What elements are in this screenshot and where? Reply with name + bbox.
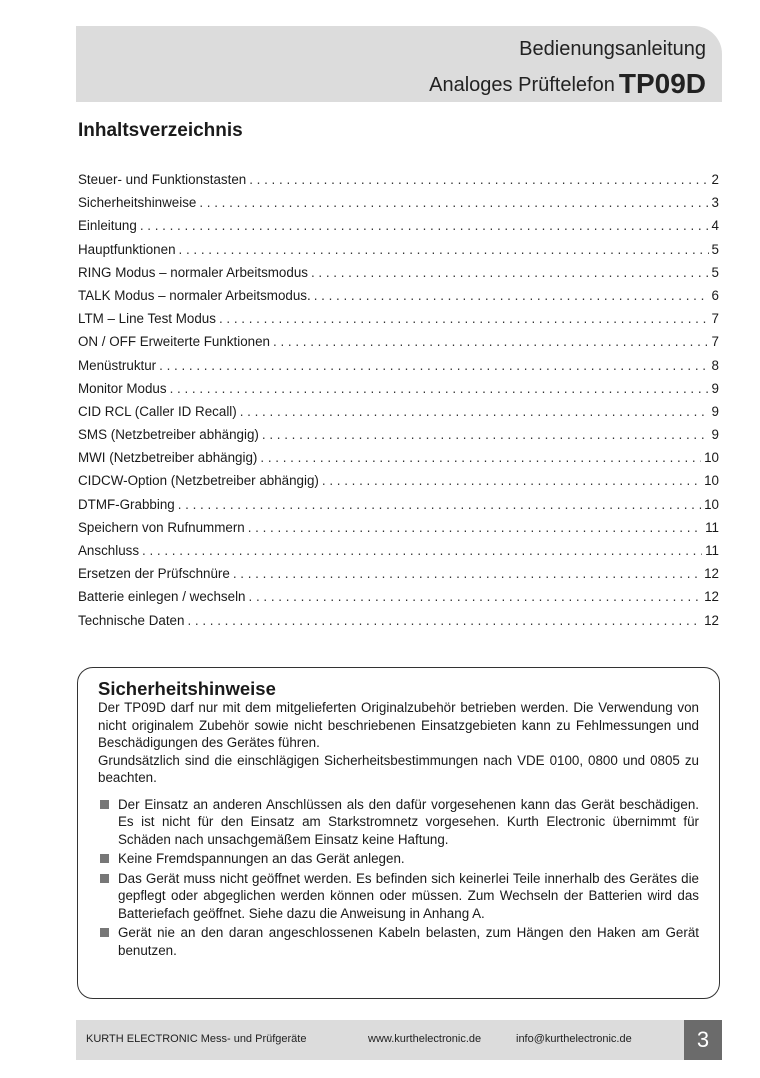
toc-entry-title: Technische Daten — [78, 612, 185, 628]
toc-entry[interactable] — [78, 195, 719, 218]
safety-title: Sicherheitshinweise — [98, 678, 276, 699]
toc-entry-page: 12 — [704, 589, 719, 605]
toc-entry[interactable] — [78, 381, 719, 404]
toc-entry[interactable] — [78, 613, 719, 636]
toc-entry-page: 7 — [711, 311, 719, 327]
toc-entry-page: 2 — [711, 172, 719, 187]
toc-leader — [273, 334, 709, 349]
toc-entry-title: Speichern von Rufnummern — [78, 519, 245, 535]
toc-entry-title: Ersetzen der Prüfschnüre — [78, 566, 230, 582]
header-title: Bedienungsanleitung — [519, 38, 706, 60]
toc-entry-title: CID RCL (Caller ID Recall) — [78, 403, 237, 419]
toc-entry[interactable] — [78, 334, 719, 357]
safety-bullet-item — [98, 924, 699, 959]
toc-entry-title: Monitor Modus — [78, 380, 167, 396]
toc-entry-page: 11 — [705, 519, 719, 535]
toc-entry[interactable] — [78, 520, 719, 543]
toc-entry[interactable] — [78, 288, 719, 311]
header-model: TP09D — [618, 68, 706, 99]
safety-bullet-text: Der Einsatz an anderen Anschlüssen als den dafür vorgesehenen kann das Gerät beschädigen. Es ist nicht für den Einsatz am Starkstromnetz vorgesehen. Kurth Electronic übernimmt für Schäden nach unsachgemäßem Einsatz keine Haftung. — [118, 796, 699, 847]
toc-leader — [187, 613, 701, 628]
footer-website-link[interactable]: www.kurthelectronic.de — [368, 1033, 482, 1045]
toc-entry[interactable] — [78, 172, 719, 195]
toc-entry-page: 8 — [711, 357, 719, 373]
toc-entry[interactable] — [78, 473, 719, 496]
toc-entry[interactable] — [78, 242, 719, 265]
toc-entry[interactable] — [78, 497, 719, 520]
toc-entry-page: 5 — [711, 264, 719, 280]
toc-entry-title: Batterie einlegen / wechseln — [78, 589, 246, 605]
toc-entry-title: Einleitung — [78, 218, 137, 234]
toc-leader — [179, 242, 709, 257]
toc-entry[interactable] — [78, 589, 719, 612]
toc-entry-page: 6 — [711, 287, 719, 303]
safety-notice-box — [77, 667, 720, 999]
toc-entry-title: LTM – Line Test Modus — [78, 311, 216, 327]
square-bullet-icon — [100, 928, 109, 937]
toc-leader — [311, 265, 709, 280]
toc-leader — [314, 288, 709, 303]
toc-entry-title: MWI (Netzbetreiber abhängig) — [78, 450, 258, 466]
toc-entry-page: 5 — [711, 241, 719, 257]
toc-leader — [249, 589, 702, 604]
safety-intro-paragraph: Der TP09D darf nur mit dem mitgelieferten Originalzubehör betrieben werden. Die Verwendung von nicht originalem Zubehör sowie nicht beschriebenen Einsatzgebieten kann zu Fehlmessungen und Beschädigungen des Gerätes führen. — [98, 700, 699, 750]
toc-entry-page: 12 — [704, 612, 719, 628]
safety-bullet-text: Keine Fremdspannungen an das Gerät anlegen. — [118, 851, 405, 866]
toc-entry-page: 10 — [704, 496, 719, 512]
table-of-contents — [78, 172, 719, 636]
toc-entry[interactable] — [78, 358, 719, 381]
toc-entry-title: Hauptfunktionen — [78, 241, 176, 257]
footer-email-link[interactable]: info@kurthelectronic.de — [516, 1033, 632, 1045]
safety-bullet-item — [98, 870, 699, 923]
toc-entry-page: 12 — [704, 566, 719, 582]
safety-bullet-text: Gerät nie an den daran angeschlossenen Kabeln belasten, zum Hängen den Haken am Gerät benutzen. — [118, 925, 699, 958]
toc-entry-page: 4 — [711, 218, 719, 234]
toc-entry[interactable] — [78, 427, 719, 450]
page-number: 3 — [684, 1020, 722, 1060]
footer-company: KURTH ELECTRONIC Mess- und Prüfgeräte — [86, 1033, 307, 1045]
toc-leader — [170, 381, 709, 396]
safety-vde-paragraph: Grundsätzlich sind die einschlägigen Sicherheitsbestimmungen nach VDE 0100, 0800 und 0805 zu beachten. — [98, 752, 699, 785]
toc-leader — [159, 358, 708, 373]
toc-entry-title: SMS (Netzbetreiber abhängig) — [78, 427, 259, 443]
toc-leader — [219, 311, 709, 326]
header-subtitle — [429, 66, 706, 98]
toc-leader — [260, 450, 701, 465]
toc-entry[interactable] — [78, 265, 719, 288]
toc-entry[interactable] — [78, 218, 719, 241]
toc-entry-page: 3 — [711, 195, 719, 211]
toc-entry-title: Steuer- und Funktionstasten — [78, 172, 247, 187]
toc-entry-title: RING Modus – normaler Arbeitsmodus — [78, 264, 308, 280]
toc-entry-page: 7 — [711, 334, 719, 350]
toc-entry-page: 9 — [711, 427, 719, 443]
safety-bullet-text: Das Gerät muss nicht geöffnet werden. Es befinden sich keinerlei Teile innerhalb des Gerätes die gepflegt oder abgeglichen werden können oder müssen. Zum Wechseln der Batterien wird das Batteriefach geöffnet. Siehe dazu die Anweisung in Anhang A. — [118, 870, 699, 921]
page-footer — [76, 1020, 722, 1060]
toc-entry[interactable] — [78, 311, 719, 334]
toc-entry-page: 9 — [711, 403, 719, 419]
toc-leader — [249, 172, 708, 187]
toc-entry-page: 10 — [704, 450, 719, 466]
safety-bullet-item — [98, 850, 699, 868]
square-bullet-icon — [100, 800, 109, 809]
toc-leader — [199, 195, 708, 210]
toc-entry-title: TALK Modus – normaler Arbeitsmodus. — [78, 287, 311, 303]
toc-entry-title: DTMF-Grabbing — [78, 496, 175, 512]
toc-entry[interactable] — [78, 566, 719, 589]
toc-entry-page: 9 — [711, 380, 719, 396]
toc-leader — [178, 497, 701, 512]
toc-entry-page: 11 — [705, 543, 719, 558]
toc-entry-title: CIDCW-Option (Netzbetreiber abhängig) — [78, 473, 319, 489]
toc-entry-title: ON / OFF Erweiterte Funktionen — [78, 334, 270, 350]
square-bullet-icon — [100, 854, 109, 863]
toc-entry-title: Sicherheitshinweise — [78, 195, 197, 211]
square-bullet-icon — [100, 874, 109, 883]
toc-entry-title: Anschluss — [78, 543, 140, 558]
toc-leader — [142, 543, 702, 558]
toc-leader — [262, 427, 709, 442]
toc-leader — [322, 473, 701, 488]
toc-title: Inhaltsverzeichnis — [78, 120, 243, 141]
safety-bullet-list — [98, 796, 699, 960]
header-product: Analoges Prüftelefon — [429, 74, 615, 96]
page-header — [76, 26, 722, 102]
toc-leader — [248, 520, 702, 535]
toc-entry[interactable] — [78, 450, 719, 473]
toc-entry[interactable] — [78, 404, 719, 427]
toc-entry-page: 10 — [704, 473, 719, 489]
toc-leader — [240, 404, 709, 419]
toc-leader — [140, 218, 709, 233]
toc-entry[interactable] — [78, 543, 719, 566]
safety-bullet-item — [98, 796, 699, 849]
toc-entry-title: Menüstruktur — [78, 357, 157, 373]
toc-leader — [233, 566, 701, 581]
